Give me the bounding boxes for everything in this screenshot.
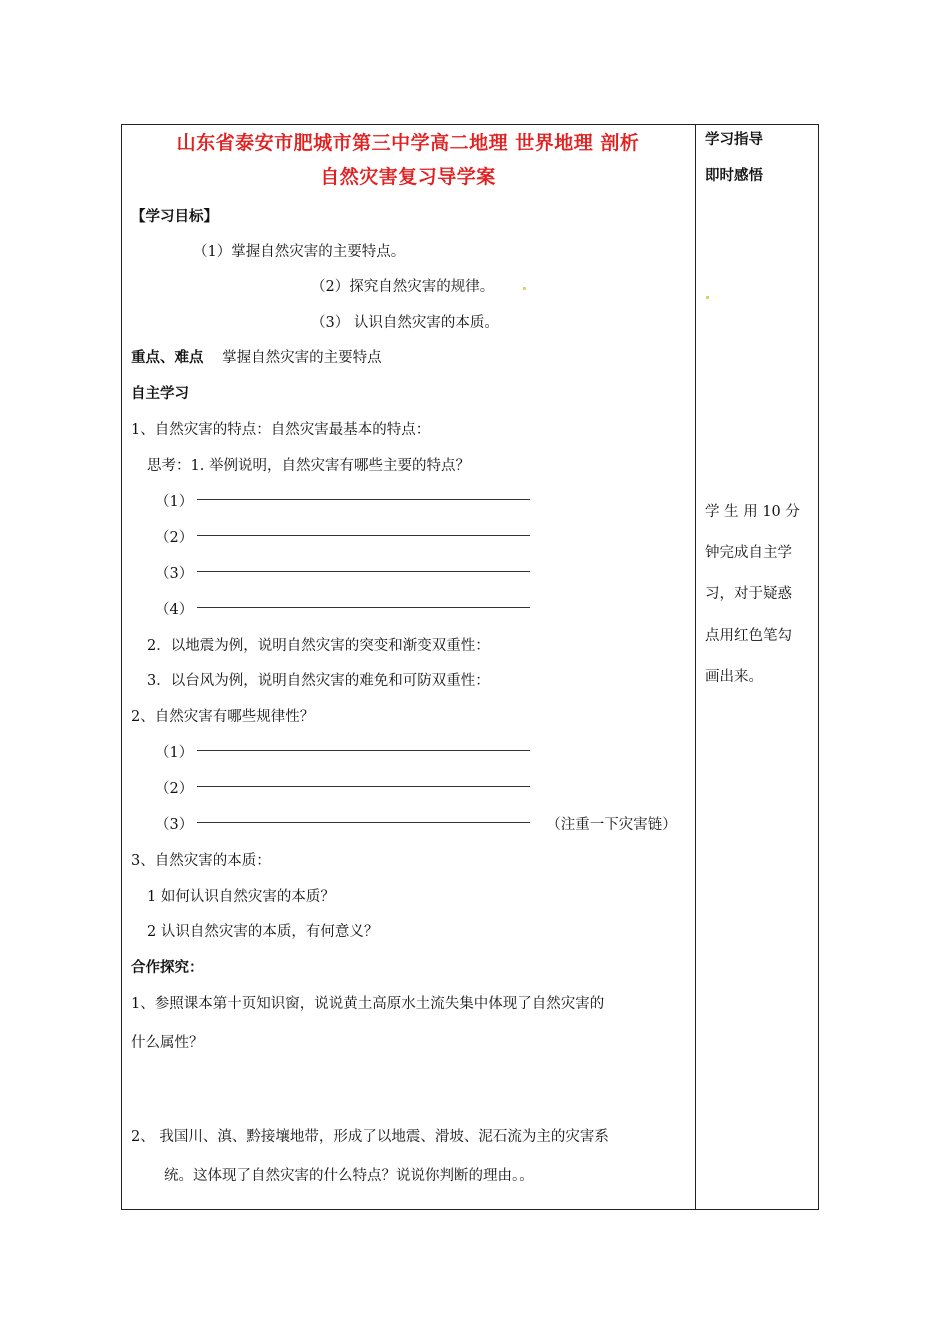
blank-line[interactable] [197, 822, 530, 823]
stray-mark [523, 287, 526, 290]
cooperation-heading: 合作探究： [131, 960, 204, 976]
blank-line[interactable] [197, 499, 530, 500]
title-line-1: 山东省泰安市肥城市第三中学高二地理 世界地理 剖析 [176, 132, 640, 154]
guidance-note-line: 习，对于疑惑 [705, 586, 792, 602]
question-3-1: 1 如何认识自然灾害的本质？ [147, 889, 335, 905]
blank-label: （3） [155, 566, 194, 582]
answer-blank-row [155, 490, 530, 511]
blank-label: （1） [155, 494, 194, 510]
question-1: 1、自然灾害的特点：自然灾害最基本的特点： [131, 422, 431, 438]
question-1-think: 思考：1. 举例说明，自然灾害有哪些主要的特点？ [147, 458, 470, 474]
answer-blank-row [155, 777, 530, 798]
blank-line[interactable] [197, 750, 530, 751]
cooperation-item-2-cont: 统。这体现了自然灾害的什么特点？说说你判断的理由。。 [164, 1168, 534, 1184]
blank-label: （2） [155, 781, 194, 797]
answer-blank-row [155, 598, 530, 619]
question-2: 2、自然灾害有哪些规律性？ [131, 709, 315, 725]
blank-line[interactable] [197, 571, 530, 572]
blank-line[interactable] [197, 786, 530, 787]
question-3-2: 2 认识自然灾害的本质，有何意义？ [147, 924, 379, 940]
blank-label: （4） [155, 602, 194, 618]
blank-label: （1） [155, 745, 194, 761]
key-points-label: 重点、难点 [131, 350, 204, 366]
cooperation-item-1-cont: 什么属性？ [131, 1035, 204, 1051]
objective-item: （2）探究自然灾害的规律。 [311, 279, 495, 295]
guidance-heading: 学习指导 [705, 132, 763, 148]
reflection-heading: 即时感悟 [705, 168, 763, 184]
side-column [696, 124, 819, 1210]
answer-blank-row [155, 526, 530, 547]
title-line-2: 自然灾害复习导学案 [320, 166, 496, 188]
self-study-heading: 自主学习 [131, 386, 189, 402]
answer-blank-row [155, 562, 530, 583]
stray-mark [706, 296, 709, 299]
objectives-heading: 【学习目标】 [131, 209, 218, 225]
guidance-note-line: 点用红色笔勾 [705, 628, 792, 644]
guidance-note-line: 钟完成自主学 [705, 545, 792, 561]
cooperation-item-1: 1、参照课本第十页知识窗，说说黄土高原水土流失集中体现了自然灾害的 [131, 996, 605, 1012]
question-1-3: 3．以台风为例，说明自然灾害的难免和可防双重性： [147, 673, 490, 689]
question-1-2: 2．以地震为例，说明自然灾害的突变和渐变双重性： [147, 638, 490, 654]
answer-blank-row [155, 813, 677, 834]
main-column [121, 124, 695, 1210]
guidance-note-line: 画出来。 [705, 669, 763, 685]
disaster-chain-note: （注重一下灾害链） [546, 817, 677, 833]
blank-label: （2） [155, 530, 194, 546]
key-points-text: 掌握自然灾害的主要特点 [222, 350, 382, 366]
objective-item: （3） 认识自然灾害的本质。 [311, 315, 499, 331]
guidance-note-line: 学 生 用 10 分 [705, 504, 800, 520]
cooperation-item-2: 2、 我国川、滇、黔接壤地带，形成了以地震、滑坡、泥石流为主的灾害系 [131, 1129, 609, 1145]
blank-label: （3） [155, 817, 194, 833]
key-points [131, 346, 382, 367]
answer-blank-row [155, 741, 530, 762]
blank-line[interactable] [197, 607, 530, 608]
objective-item: （1）掌握自然灾害的主要特点。 [193, 244, 406, 260]
question-3: 3、自然灾害的本质： [131, 853, 271, 869]
blank-line[interactable] [197, 535, 530, 536]
